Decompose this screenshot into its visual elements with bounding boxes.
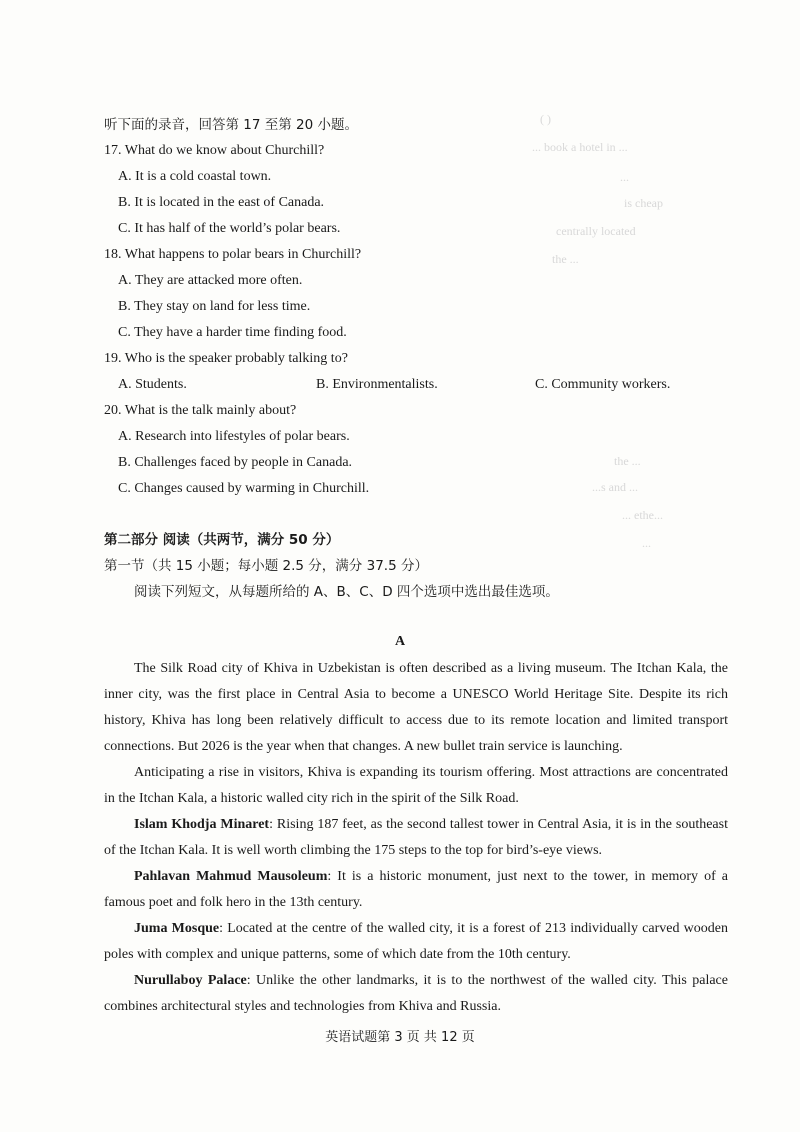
question-stem: 19. Who is the speaker probably talking to? (104, 351, 348, 366)
landmark-description: : Rising 187 feet, as the second tallest tower in Central Asia, it is in the southeast of the Itchan Kala. It is well worth climbing the 175 steps to the top for bird’s-eye views. (104, 817, 728, 858)
section-title: 第一节（共 15 小题；每小题 2.5 分，满分 37.5 分） (104, 558, 428, 574)
option-b: B. Challenges faced by people in Canada. (118, 455, 353, 470)
landmark-paragraph (104, 916, 728, 968)
bleed-through-text: ... (620, 170, 629, 184)
bleed-through-text: is cheap (624, 196, 663, 210)
landmark-description: : It is a historic monument, just next to the tower, in memory of a famous poet and folk hero in the 13th century. (104, 869, 728, 910)
option-b: B. Environmentalists. (316, 377, 438, 392)
option-a: A. Students. (118, 377, 187, 392)
option-row (0, 376, 800, 394)
bleed-through-text: the ... (552, 252, 579, 266)
bleed-through-text: the ... (614, 454, 641, 468)
question-stem: 18. What happens to polar bears in Churchill? (104, 247, 362, 262)
landmark-name: Islam Khodja Minaret (134, 817, 270, 832)
bleed-through-text: ... (642, 536, 651, 550)
landmark-name: Pahlavan Mahmud Mausoleum (134, 869, 328, 884)
landmark-description: : Located at the centre of the walled city, it is a forest of 213 individually carved wooden poles with complex and unique patterns, some of which date from the 10th century. (104, 921, 728, 962)
bleed-through-text: ... book a hotel in ... (532, 140, 628, 154)
reading-instruction: 阅读下列短文，从每题所给的 A、B、C、D 四个选项中选出最佳选项。 (134, 584, 559, 600)
landmark-description: : Unlike the other landmarks, it is to the northwest of the walled city. This palace combines architectural styles and technologies from Khiva and Russia. (104, 973, 728, 1014)
option-a: A. It is a cold coastal town. (118, 169, 272, 184)
page-footer: 英语试题第 3 页 共 12 页 (325, 1030, 475, 1045)
landmark-name: Nurullaboy Palace (134, 973, 247, 988)
option-c: C. Community workers. (535, 377, 671, 392)
option-b: B. It is located in the east of Canada. (118, 195, 325, 210)
landmark-name: Juma Mosque (134, 921, 220, 936)
option-a: A. They are attacked more often. (118, 273, 303, 288)
option-a: A. Research into lifestyles of polar bears. (118, 429, 350, 444)
bleed-through-text: centrally located (556, 224, 636, 238)
bleed-through-text: ... ethe... (622, 508, 663, 522)
landmark-paragraph (104, 968, 728, 1020)
option-c: C. It has half of the world’s polar bears. (118, 221, 341, 236)
option-c: C. Changes caused by warming in Churchill. (118, 481, 370, 496)
question-stem: 20. What is the talk mainly about? (104, 403, 297, 418)
passage-paragraph: Anticipating a rise in visitors, Khiva is expanding its tourism offering. Most attractions are concentrated in the Itchan Kala, a historic walled city rich in the spirit of the Silk Road. (104, 765, 728, 806)
passage-paragraph: The Silk Road city of Khiva in Uzbekistan is often described as a living museum. The Itchan Kala, the inner city, was the first place in Central Asia to become a UNESCO World Heritage Site. Despite its rich history, Khiva has long been relatively difficult to access due to its remote location and limited transport connections. But 2026 is the year when that changes. A new bullet train service is launching. (104, 661, 728, 754)
landmark-paragraph (104, 812, 728, 864)
option-b: B. They stay on land for less time. (118, 299, 311, 314)
question-stem: 17. What do we know about Churchill? (104, 143, 325, 158)
bleed-through-text: ...s and ... (592, 480, 638, 494)
listening-intro: 听下面的录音，回答第 17 至第 20 小题。 (104, 117, 359, 133)
landmark-paragraph (104, 864, 728, 916)
passage-label: A (394, 634, 406, 649)
part-title: 第二部分 阅读（共两节，满分 50 分） (104, 532, 340, 548)
option-c: C. They have a harder time finding food. (118, 325, 347, 340)
bleed-through-text: ( ) (540, 112, 551, 126)
